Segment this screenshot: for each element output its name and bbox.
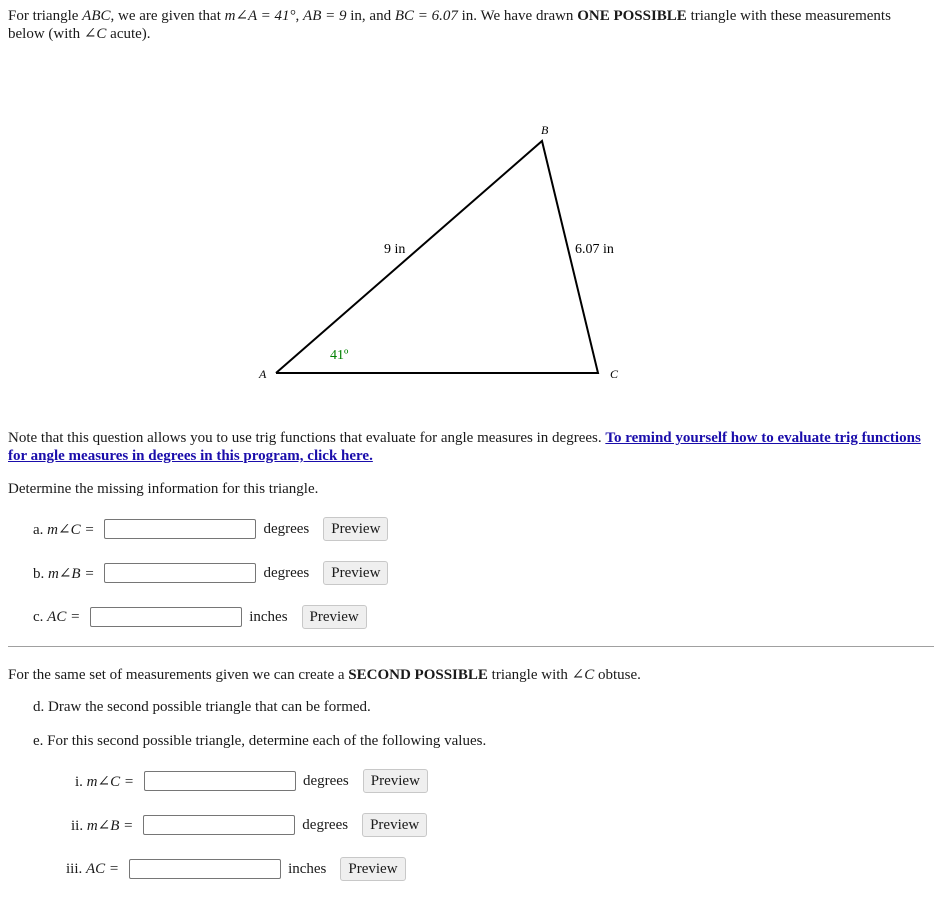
- part-a-row: [33, 517, 388, 541]
- triangle-figure: [0, 110, 940, 390]
- trig-help-link[interactable]: To remind yourself how to evaluate trig functions for angle measures in degrees in this program, click here.: [8, 430, 921, 464]
- part-a-input[interactable]: [104, 519, 256, 539]
- part-e-ii-unit: degrees: [302, 816, 349, 833]
- part-a-preview-button[interactable]: Preview: [323, 517, 388, 541]
- part-d-instruction: d. Draw the second possible triangle that can be formed.: [33, 699, 371, 715]
- part-a-unit: degrees: [263, 520, 310, 537]
- part-e-i-input[interactable]: [144, 771, 296, 791]
- vertex-c-label: C: [610, 367, 619, 381]
- part-c-preview-button[interactable]: Preview: [302, 605, 367, 629]
- second-triangle-statement: For the same set of measurements given we can create a SECOND POSSIBLE triangle with ∠C obtuse.: [8, 667, 641, 683]
- part-e-ii-preview-button[interactable]: Preview: [362, 813, 427, 837]
- vertex-a-label: A: [259, 367, 267, 381]
- part-c-row: [33, 605, 367, 629]
- one-possible-emphasis: ONE POSSIBLE: [577, 8, 687, 24]
- second-angle-c-symbol: ∠C: [571, 667, 595, 683]
- part-b-input[interactable]: [104, 563, 256, 583]
- part-b-label: b. m∠B =: [33, 565, 95, 582]
- part-e-iii-input[interactable]: [129, 859, 281, 879]
- determine-instruction: Determine the missing information for this triangle.: [8, 481, 319, 497]
- triangle-name: ABC: [82, 8, 111, 24]
- part-a-label: a. m∠C =: [33, 521, 95, 538]
- part-e-ii-row: [71, 813, 427, 837]
- angle-a-label: 41º: [330, 348, 349, 363]
- part-e-iii-row: [66, 857, 406, 881]
- given-side-bc: BC = 6.07: [394, 8, 458, 24]
- part-c-label: c. AC =: [33, 608, 81, 625]
- part-e-i-preview-button[interactable]: Preview: [363, 769, 428, 793]
- part-c-input[interactable]: [90, 607, 242, 627]
- part-b-preview-button[interactable]: Preview: [323, 561, 388, 585]
- vertex-b-label: B: [541, 123, 549, 137]
- part-e-ii-input[interactable]: [143, 815, 295, 835]
- part-e-iii-label: iii. AC =: [66, 860, 120, 877]
- part-e-instruction: e. For this second possible triangle, determine each of the following values.: [33, 733, 487, 749]
- given-angle-a: m∠A = 41°: [224, 8, 296, 24]
- part-b-row: [33, 561, 388, 585]
- angle-c-symbol: ∠C: [83, 26, 107, 42]
- part-c-unit: inches: [249, 608, 288, 625]
- trig-note: Note that this question allows you to use trig functions that evaluate for angle measures in degrees. To remind yourself how to evaluate trig functions for angle measures in degrees in this program, click here.: [8, 430, 921, 464]
- problem-statement: For triangle ABC, we are given that m∠A = 41°, AB = 9 in, and BC = 6.07 in. We have drawn ONE POSSIBLE triangle with these measurements below (with ∠C acute).: [8, 8, 891, 42]
- part-e-i-row: [75, 769, 428, 793]
- part-e-iii-preview-button[interactable]: Preview: [340, 857, 405, 881]
- triangle-outline: [276, 141, 598, 373]
- section-divider: [8, 646, 934, 647]
- second-possible-emphasis: SECOND POSSIBLE: [348, 667, 488, 683]
- part-e-i-label: i. m∠C =: [75, 773, 134, 790]
- part-b-unit: degrees: [263, 564, 310, 581]
- part-e-ii-label: ii. m∠B =: [71, 817, 134, 834]
- part-e-i-unit: degrees: [302, 772, 349, 789]
- side-ab-label: 9 in: [384, 242, 406, 257]
- given-side-ab: AB = 9: [303, 8, 347, 24]
- part-e-iii-unit: inches: [288, 860, 327, 877]
- side-bc-label: 6.07 in: [575, 242, 614, 257]
